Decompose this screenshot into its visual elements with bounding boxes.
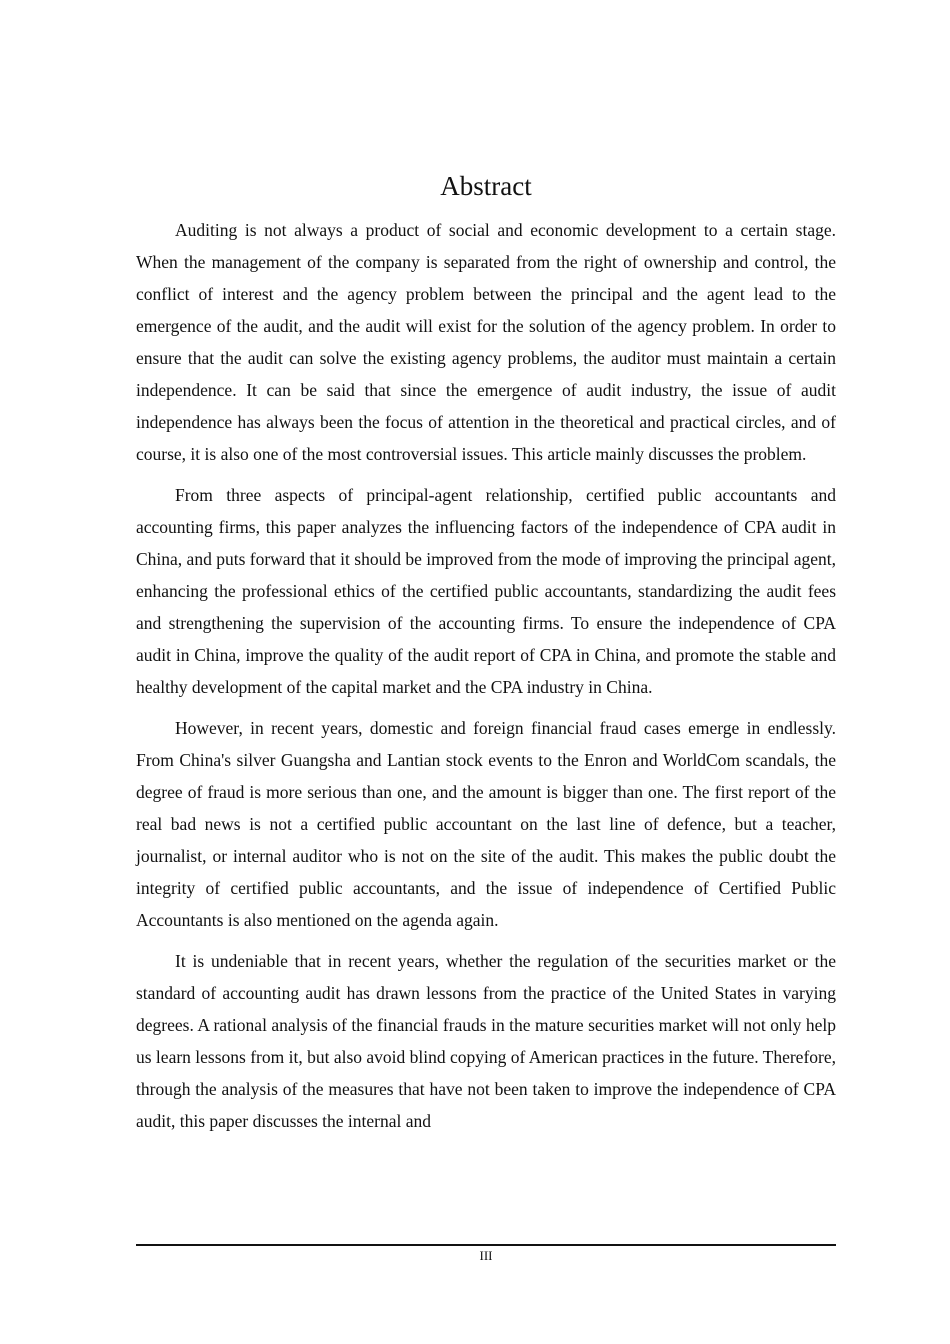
page-number: III [479, 1248, 493, 1263]
paragraph-1: Auditing is not always a product of social and economic development to a certain stage. When the management of the company is separated from the right of ownership and control, the conflict of interest and the agency problem between the principal and the agent lead to the emergence of the audit, and the audit will exist for the solution of the agency problem. In order to ensure that the audit can solve the existing agency problems, the auditor must maintain a certain independence. It can be said that since the emergence of audit industry, the issue of audit independence has always been the focus of attention in the theoretical and practical circles, and of course, it is also one of the most controversial issues. This article mainly discusses the problem. [136, 220, 836, 464]
paragraph-3: However, in recent years, domestic and foreign financial fraud cases emerge in endlessly. From China's silver Guangsha and Lantian stock events to the Enron and WorldCom scandals, the degree of fraud is more serious than one, and the amount is bigger than one. The first report of the real bad news is not a certified public accountant on the last line of defence, but a teacher, journalist, or internal auditor who is not on the site of the audit. This makes the public doubt the integrity of certified public accountants, and the issue of independence of Certified Public Accountants is also mentioned on the agenda again. [136, 718, 836, 930]
page-title: Abstract [440, 171, 532, 201]
footer-divider [136, 1244, 836, 1246]
paragraph-4: It is undeniable that in recent years, whether the regulation of the securities market or the standard of accounting audit has drawn lessons from the practice of the United States in varying degrees. A rational analysis of the financial frauds in the mature securities market will not only help us learn lessons from it, but also avoid blind copying of American practices in the future. Therefore, through the analysis of the measures that have not been taken to improve the independence of CPA audit, this paper discusses the internal and [136, 951, 836, 1131]
abstract-section [136, 168, 836, 1146]
paragraph-2: From three aspects of principal-agent relationship, certified public accountants and accounting firms, this paper analyzes the influencing factors of the independence of CPA audit in China, and puts forward that it should be improved from the mode of improving the principal agent, enhancing the professional ethics of the certified public accountants, standardizing the audit fees and strengthening the supervision of the accounting firms. To ensure the independence of CPA audit in China, improve the quality of the audit report of CPA in China, and promote the stable and healthy development of the capital market and the CPA industry in China. [136, 485, 836, 697]
